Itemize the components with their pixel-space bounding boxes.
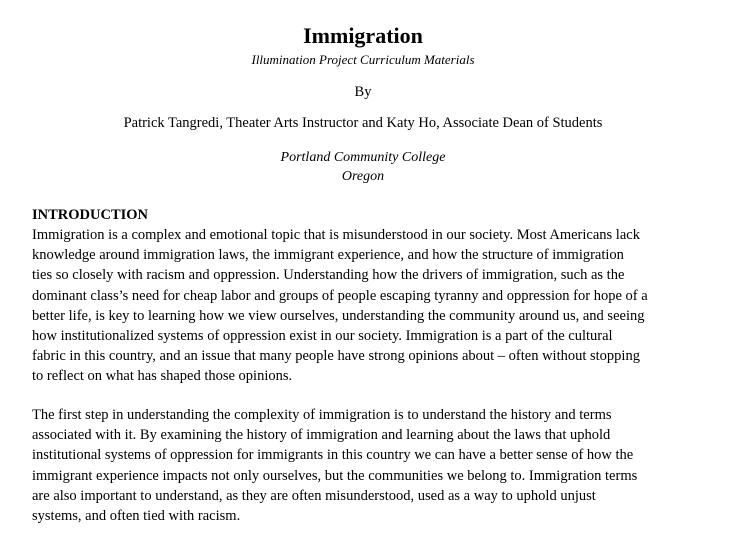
authors-line: Patrick Tangredi, Theater Arts Instructor and Katy Ho, Associate Dean of Students <box>123 115 603 131</box>
paragraph-line: associated with it. By examining the history of immigration and learning about the laws that uphold <box>32 427 611 444</box>
paragraph-1 <box>32 225 732 387</box>
paragraph-2 <box>32 405 732 526</box>
paragraph-line: immigrant experience impacts not only ourselves, but the communities we belong to. Immigration terms <box>32 467 638 484</box>
section-heading-introduction: INTRODUCTION <box>32 207 149 223</box>
paragraph-line: how institutionalized systems of oppression exist in our society. Immigration is a part of the cultural <box>32 328 613 345</box>
paragraph-line: knowledge around immigration laws, the immigrant experience, and how the structure of immigration <box>32 247 624 264</box>
institution-name: Portland Community College <box>280 150 446 165</box>
paragraph-line: ties so closely with racism and oppression. Understanding how the drivers of immigration, such as the <box>32 267 625 284</box>
paragraph-line: institutional systems of oppression for immigrants in this country we can have a better sense of how the <box>32 447 634 464</box>
paragraph-line: fabric in this country, and an issue that many people have strong opinions about – often without stopping <box>32 348 640 365</box>
by-label: By <box>354 84 372 100</box>
paragraph-line: systems, and often tied with racism. <box>32 508 241 525</box>
document-subtitle: Illumination Project Curriculum Materials <box>251 52 475 67</box>
document-title: Immigration <box>303 23 423 48</box>
paragraph-line: better life, is key to learning how we view ourselves, understanding the community around us, and seeing <box>32 307 645 324</box>
institution-state: Oregon <box>341 169 385 184</box>
paragraph-line: The first step in understanding the complexity of immigration is to understand the history and terms <box>32 407 612 423</box>
paragraph-line: dominant class’s need for cheap labor and groups of people escaping tyranny and oppression for hope of a <box>32 287 648 304</box>
institution-block <box>0 148 726 186</box>
paragraph-line: Immigration is a complex and emotional topic that is misunderstood in our society. Most Americans lack <box>32 227 640 243</box>
paragraph-line: are also important to understand, as they are often misunderstood, used as a way to uphold unjust <box>32 487 596 504</box>
paragraph-line: to reflect on what has shaped those opinions. <box>32 368 293 385</box>
